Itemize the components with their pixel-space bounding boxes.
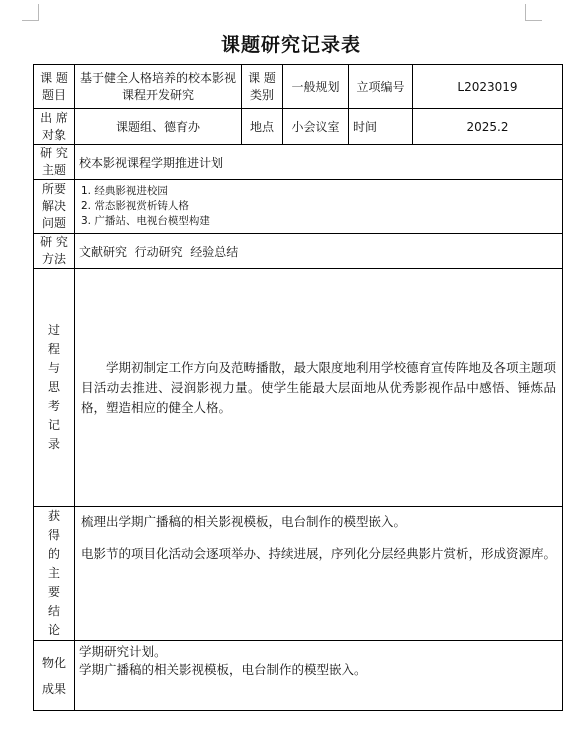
list-item: 3. 广播站、电视台模型构建 — [81, 215, 210, 227]
list-item: 2. 常态影视赏析铸人格 — [81, 200, 189, 212]
problems-list — [75, 180, 563, 234]
row-attendees — [34, 109, 563, 145]
result-item: 学期广播稿的相关影视模板，电台制作的模型嵌入。 — [79, 662, 367, 677]
time-label: 时间 — [349, 109, 413, 145]
method-label: 研 究 方法 — [34, 234, 75, 269]
project-no-value: L2023019 — [413, 65, 563, 109]
document-title: 课题研究记录表 — [220, 34, 361, 56]
row-problems — [34, 180, 563, 234]
row-results — [34, 641, 563, 711]
result-item: 学期研究计划。 — [79, 644, 167, 659]
conclusion-label: 获 得 的 主 要 结 论 — [34, 507, 75, 641]
attendees-value: 课题组、德育办 — [75, 109, 242, 145]
research-record-table — [33, 64, 563, 711]
process-text: 学期初制定工作方向及范畴播散，最大限度地利用学校德育宣传阵地及各项主题项目活动去推进、浸润影视力量。使学生能最大层面地从优秀影视作品中感悟、锤炼品格，塑造相应的健全人格。 — [75, 269, 563, 507]
category-label: 课 题 类别 — [242, 65, 283, 109]
attendees-label: 出 席 对象 — [34, 109, 75, 145]
topic-value: 基于健全人格培养的校本影视课程开发研究 — [75, 65, 242, 109]
conclusion-paragraph: 电影节的项目化活动会逐项举办、持续进展，序列化分层经典影片赏析，形成资源库。 — [81, 546, 557, 561]
conclusion-paragraph: 梳理出学期广播稿的相关影视模板，电台制作的模型嵌入。 — [81, 514, 407, 529]
list-item: 1. 经典影视进校园 — [81, 185, 168, 197]
row-conclusions — [34, 507, 563, 641]
time-value: 2025.2 — [413, 109, 563, 145]
page-corner-mark-right — [525, 4, 542, 21]
results-label: 物化 成果 — [34, 641, 75, 711]
conclusions-cell — [75, 507, 563, 641]
topic-label: 课 题 题目 — [34, 65, 75, 109]
row-method — [34, 234, 563, 269]
problems-label: 所要 解决 问题 — [34, 180, 75, 234]
results-cell — [75, 641, 563, 711]
process-label: 过 程 与 思 考 记 录 — [34, 269, 75, 507]
category-value: 一般规划 — [283, 65, 349, 109]
page-corner-mark-left — [22, 4, 39, 21]
subject-label: 研 究 主题 — [34, 145, 75, 180]
row-topic — [34, 65, 563, 109]
method-value: 文献研究 行动研究 经验总结 — [75, 234, 563, 269]
location-label: 地点 — [242, 109, 283, 145]
row-process — [34, 269, 563, 507]
row-subject — [34, 145, 563, 180]
subject-value: 校本影视课程学期推进计划 — [75, 145, 563, 180]
project-no-label: 立项编号 — [349, 65, 413, 109]
location-value: 小会议室 — [283, 109, 349, 145]
